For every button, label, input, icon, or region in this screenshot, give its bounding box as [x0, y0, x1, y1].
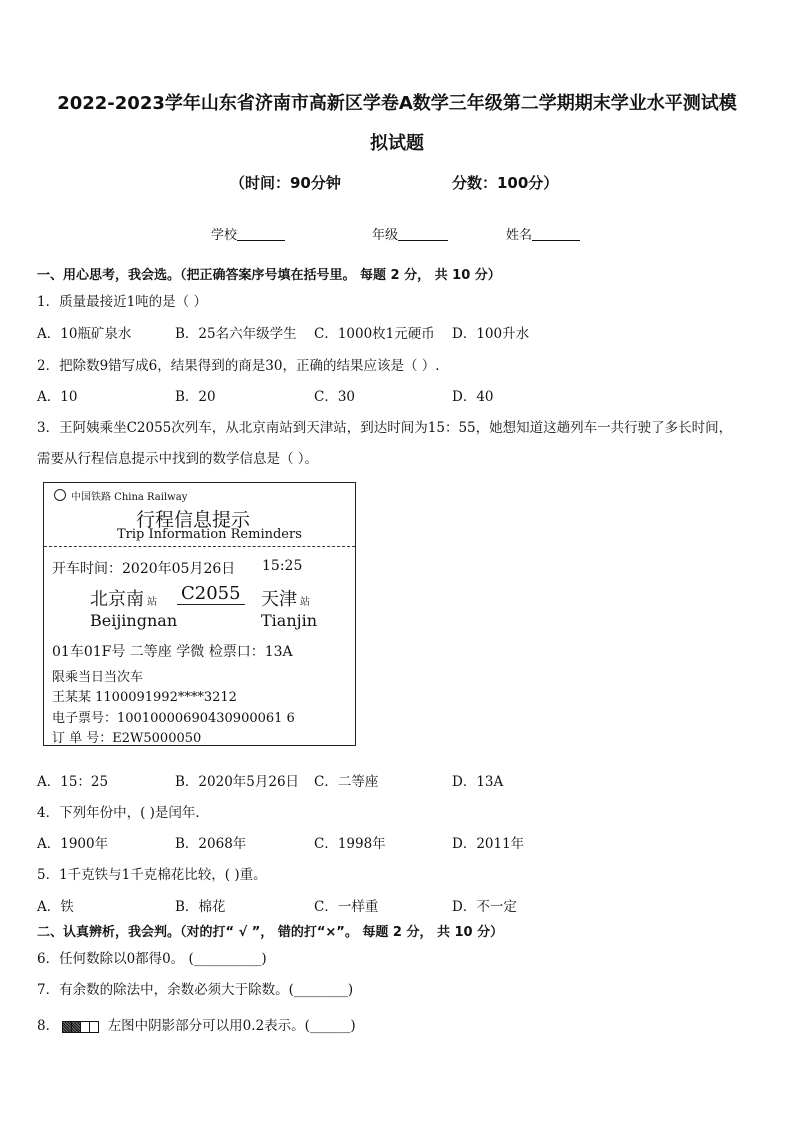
ticket-passenger: 王某某 1100091992****3212 — [52, 690, 237, 705]
q1-option-d[interactable]: D．100升水 — [452, 326, 530, 342]
q1-option-b[interactable]: B．25名六年级学生 — [175, 326, 297, 342]
question-7: 7．有余数的除法中，余数必须大于除数。(________) — [37, 982, 354, 998]
school-label: 学校 — [211, 228, 238, 243]
exam-title-line2: 拟试题 — [370, 133, 424, 154]
ticket-seat-info: 01车01F号 二等座 学微 检票口：13A — [52, 644, 293, 660]
q4-option-c[interactable]: C．1998年 — [314, 836, 386, 852]
shaded-grid-figure — [63, 1021, 99, 1037]
q3-option-a[interactable]: A．15：25 — [37, 774, 109, 790]
ticket-title-cn: 行程信息提示 — [136, 509, 251, 531]
question-3: 3．王阿姨乘坐C2055次列车，从北京南站到天津站，到达时间为15：55，她想知道这趟列车一共行驶了多长时间， — [37, 420, 733, 436]
name-label: 姓名 — [506, 228, 533, 243]
q5-option-c[interactable]: C．一样重 — [314, 899, 379, 915]
question-1: 1．质量最接近1吨的是（ ） — [37, 294, 207, 310]
ticket-depart-time: 15:25 — [262, 558, 303, 574]
ticket-title-en: Trip Information Reminders — [117, 527, 302, 542]
ticket-train-number: C2055 — [177, 583, 245, 605]
ticket-to-en: Tianjin — [261, 611, 318, 630]
q3-option-d[interactable]: D．13A — [452, 774, 504, 790]
q3-option-c[interactable]: C．二等座 — [314, 774, 379, 790]
question-5: 5．1千克铁与1千克棉花比较，( )重。 — [37, 867, 267, 883]
ticket-eticket: 电子票号：10010000690430900061 6 — [52, 711, 295, 726]
question-6: 6．任何数除以0都得0。 (__________) — [37, 951, 267, 967]
ticket-from-station: 北京南 站 — [90, 589, 157, 610]
question-8-number: 8． — [37, 1018, 60, 1034]
ticket-order: 订 单 号：E2W5000050 — [52, 731, 202, 746]
q5-option-d[interactable]: D．不一定 — [452, 899, 517, 915]
ticket-brand: 中国铁路 China Railway — [71, 492, 188, 503]
grade-label: 年级 — [372, 228, 399, 243]
ticket-depart-date: 开车时间：2020年05月26日 — [52, 561, 236, 577]
q1-option-a[interactable]: A．10瓶矿泉水 — [37, 326, 132, 342]
question-8 — [37, 1014, 356, 1037]
section-1-heading: 一、用心思考，我会选。（把正确答案序号填在括号里。 每题 2 分， 共 10 分） — [37, 268, 501, 283]
ticket-to-station: 天津 站 — [261, 589, 310, 610]
q2-option-c[interactable]: C．30 — [314, 389, 356, 405]
q3-option-b[interactable]: B．2020年5月26日 — [175, 774, 300, 790]
q4-option-d[interactable]: D．2011年 — [452, 836, 525, 852]
q2-option-b[interactable]: B．20 — [175, 389, 216, 405]
school-field[interactable] — [211, 224, 285, 243]
q5-option-b[interactable]: B．棉花 — [175, 899, 226, 915]
ticket-rule: 限乘当日当次车 — [52, 670, 144, 685]
question-8-text: 左图中阴影部分可以用0.2表示。(______) — [107, 1018, 356, 1034]
question-4: 4．下列年份中，( )是闰年． — [37, 805, 209, 821]
name-field[interactable] — [506, 224, 580, 243]
exam-time: （时间：90分钟 — [230, 174, 341, 192]
china-railway-logo-icon — [54, 489, 66, 501]
q2-option-a[interactable]: A．10 — [37, 389, 78, 405]
ticket-from-en: Beijingnan — [90, 611, 178, 630]
q1-option-c[interactable]: C．1000枚1元硬币 — [314, 326, 435, 342]
exam-score: 分数：100分） — [452, 174, 559, 192]
ticket-divider — [44, 546, 355, 547]
q4-option-b[interactable]: B．2068年 — [175, 836, 247, 852]
q5-option-a[interactable]: A．铁 — [37, 899, 74, 915]
grade-field[interactable] — [372, 224, 448, 243]
q4-option-a[interactable]: A．1900年 — [37, 836, 109, 852]
trip-info-ticket — [43, 482, 356, 746]
question-2: 2．把除数9错写成6，结果得到的商是30，正确的结果应该是（ ）. — [37, 358, 440, 374]
question-3-cont: 需要从行程信息提示中找到的数学信息是（ ）。 — [37, 451, 319, 467]
section-2-heading: 二、认真辨析，我会判。（对的打“ √ ”， 错的打“×”。 每题 2 分， 共 10 分） — [37, 925, 504, 940]
exam-title-line1: 2022-2023学年山东省济南市高新区学卷A数学三年级第二学期期末学业水平测试模 — [57, 93, 737, 114]
q2-option-d[interactable]: D．40 — [452, 389, 494, 405]
